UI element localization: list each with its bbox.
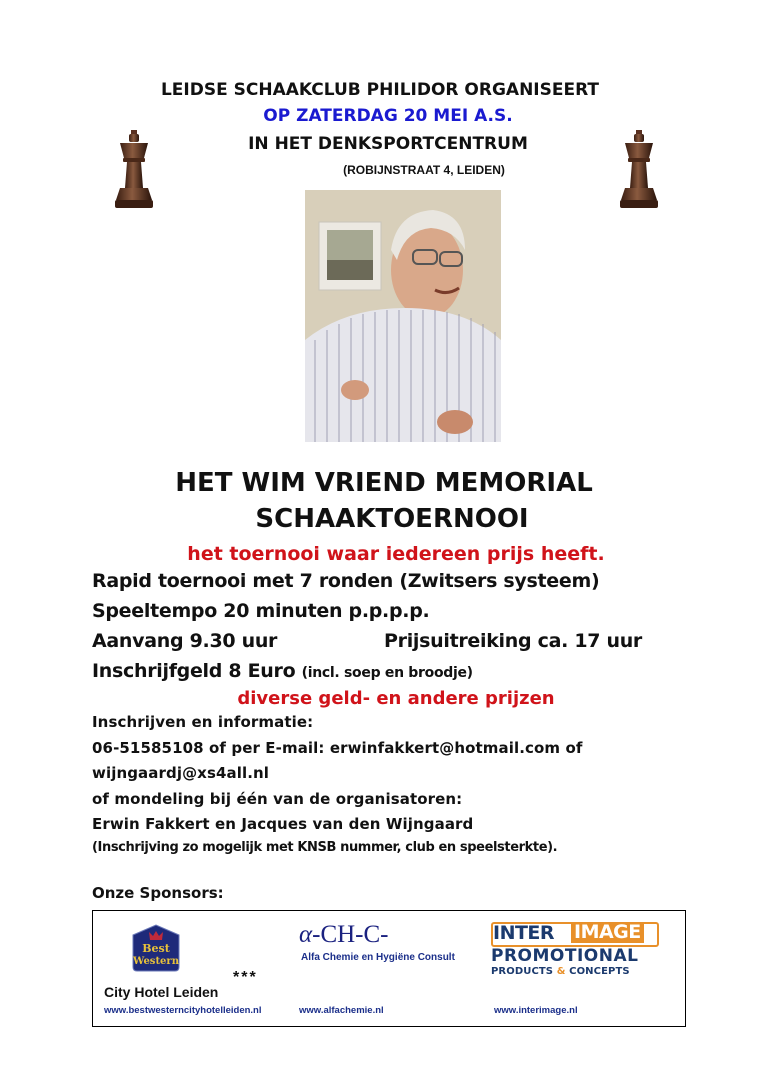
alfachemie-logo: α-CH-C- — [299, 921, 389, 948]
prize-ceremony-time: Prijsuitreiking ca. 17 uur — [384, 630, 643, 652]
organizer-heading: LEIDSE SCHAAKCLUB PHILIDOR ORGANISEERT — [160, 80, 600, 100]
interimage-link[interactable]: www.interimage.nl — [494, 1005, 578, 1016]
best-western-logo — [129, 923, 183, 973]
organizers: Erwin Fakkert en Jacques van den Wijngaard — [92, 815, 474, 833]
entry-fee: Inschrijfgeld 8 Euro — [92, 660, 296, 682]
venue-name: IN HET DENKSPORTCENTRUM — [248, 134, 528, 154]
prizes-line: diverse geld- en andere prijzen — [237, 688, 555, 709]
format-line: Rapid toernooi met 7 ronden (Zwitsers systeem) — [92, 570, 600, 592]
chess-king-icon — [108, 128, 160, 210]
registration-note: (Inschrijving zo mogelijk met KNSB nummer, club en speelsterkte). — [92, 840, 558, 855]
start-time: Aanvang 9.30 uur — [92, 630, 278, 652]
venue-address: (ROBIJNSTRAAT 4, LEIDEN) — [343, 163, 505, 177]
tournament-subtitle: SCHAAKTOERNOOI — [255, 504, 529, 534]
hotel-name: City Hotel Leiden — [104, 984, 219, 1000]
alfachemie-link[interactable]: www.alfachemie.nl — [299, 1005, 384, 1016]
registration-contact: 06-51585108 of per E-mail: erwinfakkert@hotmail.com of — [92, 739, 583, 757]
alfachemie-subtitle: Alfa Chemie en Hygiëne Consult — [301, 952, 455, 963]
entry-fee-line — [92, 660, 473, 682]
svg-text:Western: Western — [133, 956, 179, 967]
portrait-photo — [305, 190, 501, 442]
registration-heading: Inschrijven en informatie: — [92, 713, 314, 731]
hotel-stars: *** — [233, 969, 258, 986]
event-date: OP ZATERDAG 20 MEI A.S. — [263, 106, 513, 126]
registration-email-2: wijngaardj@xs4all.nl — [92, 764, 270, 782]
tagline: het toernooi waar iedereen prijs heeft. — [187, 543, 605, 565]
entry-fee-note: (incl. soep en broodje) — [301, 665, 473, 681]
sponsor-box — [92, 910, 686, 1027]
best-western-link[interactable]: www.bestwesterncityhotelleiden.nl — [104, 1005, 262, 1016]
tournament-title: HET WIM VRIEND MEMORIAL — [175, 468, 593, 498]
interimage-logo: INTER IMAGE PROMOTIONAL PRODUCTS & CONCEPTS — [491, 922, 663, 980]
chess-king-icon — [613, 128, 665, 210]
registration-in-person: of mondeling bij één van de organisatoren: — [92, 790, 463, 808]
sponsors-heading: Onze Sponsors: — [92, 884, 224, 902]
tempo-line: Speeltempo 20 minuten p.p.p.p. — [92, 600, 430, 622]
svg-text:Best: Best — [142, 942, 170, 955]
